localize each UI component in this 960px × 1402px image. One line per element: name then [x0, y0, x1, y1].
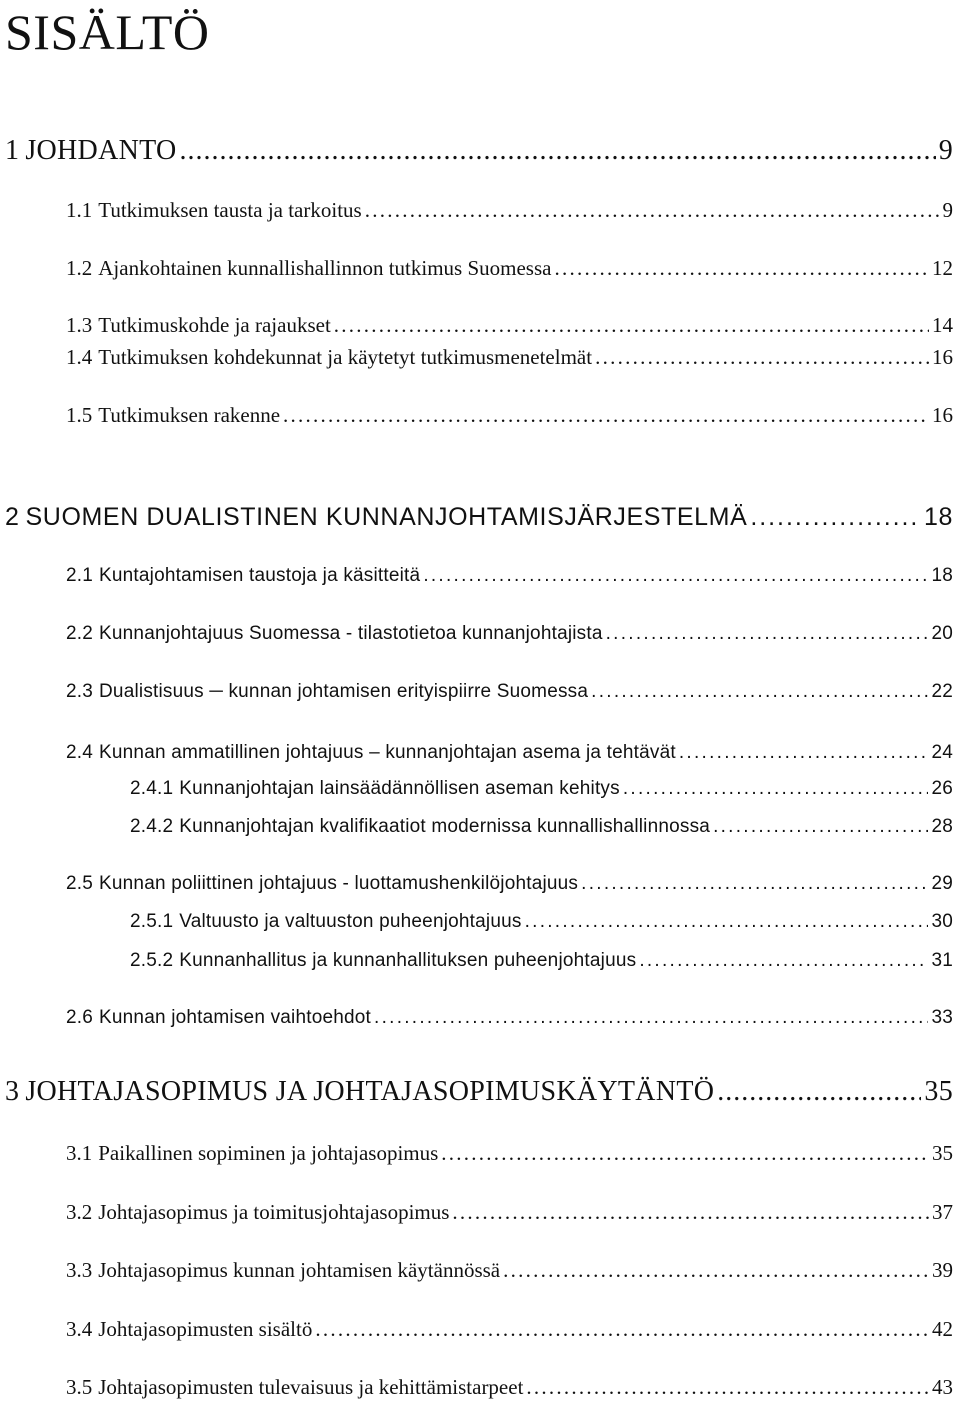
toc-entry-subsection-2-4-2[interactable]: [130, 812, 953, 842]
toc-page-number: 28: [931, 816, 953, 837]
toc-number: 2.6: [66, 1007, 94, 1028]
toc-number: 3.2: [66, 1200, 93, 1224]
toc-entry-section-2-3[interactable]: [66, 677, 953, 707]
toc-title: Kunnanhallitus ja kunnanhallituksen puheenjohtajuus: [179, 950, 637, 971]
toc-entry-chapter-2[interactable]: [5, 502, 953, 532]
toc-number: 1.5: [66, 403, 93, 427]
toc-leader-dots: [606, 619, 929, 649]
toc-leader-dots: [441, 1138, 929, 1168]
toc-number: 2.4.1: [130, 778, 174, 799]
toc-page-number: 14: [932, 313, 953, 337]
toc-entry-section-3-4[interactable]: [66, 1314, 953, 1344]
toc-entry-section-2-5[interactable]: [66, 869, 953, 899]
toc-title: Tutkimuksen kohdekunnat ja käytetyt tutkimusmenetelmät: [98, 345, 593, 369]
toc-entry-section-1-5[interactable]: [66, 400, 953, 430]
toc-page-number: 20: [931, 623, 953, 644]
toc-title: Kuntajohtamisen taustoja ja käsitteitä: [99, 565, 421, 586]
toc-leader-dots: [591, 677, 928, 707]
toc-leader-dots: [623, 774, 929, 804]
toc-number: 1.3: [66, 313, 93, 337]
toc-entry-section-2-2[interactable]: [66, 619, 953, 649]
toc-entry-subsection-2-5-1[interactable]: [130, 907, 953, 937]
toc-page-number: 16: [932, 345, 953, 369]
toc-leader-dots: [452, 1197, 929, 1227]
toc-entry-section-2-6[interactable]: [66, 1003, 953, 1033]
toc-title: Kunnan ammatillinen johtajuus – kunnanjohtajan asema ja tehtävät: [99, 742, 676, 763]
toc-page-number: 30: [931, 911, 953, 932]
toc-page-number: 35: [932, 1141, 953, 1165]
toc-title: Tutkimuksen rakenne: [98, 403, 281, 427]
toc-title: Kunnan johtamisen vaihtoehdot: [99, 1007, 372, 1028]
toc-leader-dots: [525, 907, 929, 937]
toc-number: 3: [5, 1076, 20, 1107]
toc-number: 2.2: [66, 623, 94, 644]
toc-page-number: 9: [942, 198, 953, 222]
toc-page-number: 24: [931, 742, 953, 763]
toc-entry-subsection-2-5-2[interactable]: [130, 946, 953, 976]
toc-page-number: 31: [931, 950, 953, 971]
toc-page-number: 43: [932, 1375, 953, 1399]
toc-leader-dots: [374, 1003, 928, 1033]
toc-title: Dualistisuus ─ kunnan johtamisen erityispiirre Suomessa: [99, 681, 589, 702]
toc-number: 2: [5, 503, 20, 531]
toc-page-number: 16: [932, 403, 953, 427]
toc-number: 2.3: [66, 681, 94, 702]
toc-number: 2.1: [66, 565, 94, 586]
toc-leader-dots: [365, 195, 940, 225]
toc-entry-section-3-5[interactable]: [66, 1372, 953, 1402]
toc-number: 2.5: [66, 873, 94, 894]
toc-title: Tutkimuksen tausta ja tarkoitus: [98, 198, 362, 222]
toc-entry-section-1-1[interactable]: [66, 195, 953, 225]
toc-page-number: 37: [932, 1200, 953, 1224]
toc-number: 2.5.2: [130, 950, 174, 971]
toc-title: Kunnanjohtajan lainsäädännöllisen aseman kehitys: [179, 778, 620, 799]
toc-title: SUOMEN DUALISTINEN KUNNANJOHTAMISJÄRJESTELMÄ: [25, 503, 748, 531]
toc-entry-section-3-1[interactable]: [66, 1138, 953, 1168]
toc-entry-section-3-2[interactable]: [66, 1197, 953, 1227]
toc-title: Tutkimuskohde ja rajaukset: [98, 313, 331, 337]
toc-entry-section-1-4[interactable]: [66, 342, 953, 372]
toc-page-number: 18: [931, 565, 953, 586]
toc-page-number: 18: [923, 503, 953, 531]
toc-number: 2.5.1: [130, 911, 174, 932]
toc-title: Kunnanjohtajan kvalifikaatiot modernissa kunnallishallinnossa: [179, 816, 711, 837]
toc-page-number: 33: [931, 1007, 953, 1028]
toc-leader-dots: [554, 253, 929, 283]
toc-leader-dots: [283, 400, 929, 430]
toc-number: 1: [5, 135, 20, 166]
toc-leader-dots: [503, 1255, 929, 1285]
toc-number: 3.3: [66, 1258, 93, 1282]
toc-leader-dots: [180, 136, 936, 166]
toc-number: 3.1: [66, 1141, 93, 1165]
toc-number: 2.4.2: [130, 816, 174, 837]
toc-leader-dots: [526, 1372, 929, 1402]
page-title: SISÄLTÖ: [5, 4, 210, 60]
toc-title: Ajankohtainen kunnallishallinnon tutkimus Suomessa: [98, 256, 552, 280]
toc-page-number: 26: [931, 778, 953, 799]
toc-page-number: 12: [932, 256, 953, 280]
toc-number: 2.4: [66, 742, 94, 763]
toc-title: Kunnan poliittinen johtajuus - luottamushenkilöjohtajuus: [99, 873, 579, 894]
toc-title: Johtajasopimusten sisältö: [98, 1317, 313, 1341]
toc-entry-section-2-4[interactable]: [66, 738, 953, 768]
toc-title: JOHDANTO: [25, 135, 177, 166]
toc-leader-dots: [334, 310, 929, 340]
toc-entry-section-1-2[interactable]: [66, 253, 953, 283]
toc-title: Johtajasopimus ja toimitusjohtajasopimus: [98, 1200, 450, 1224]
toc-number: 3.4: [66, 1317, 93, 1341]
toc-leader-dots: [315, 1314, 929, 1344]
toc-leader-dots: [750, 502, 921, 532]
toc-page-number: 9: [938, 135, 953, 166]
toc-title: Paikallinen sopiminen ja johtajasopimus: [98, 1141, 439, 1165]
toc-number: 3.5: [66, 1375, 93, 1399]
toc-entry-section-2-1[interactable]: [66, 561, 953, 591]
toc-leader-dots: [581, 869, 928, 899]
toc-page-number: 42: [932, 1317, 953, 1341]
toc-title: JOHTAJASOPIMUS JA JOHTAJASOPIMUSKÄYTÄNTÖ: [25, 1076, 715, 1107]
toc-entry-chapter-3[interactable]: [5, 1077, 953, 1107]
toc-page-number: 35: [924, 1076, 953, 1107]
toc-leader-dots: [713, 812, 928, 842]
toc-page-number: 29: [931, 873, 953, 894]
toc-number: 1.4: [66, 345, 93, 369]
toc-title: Kunnanjohtajuus Suomessa - tilastotietoa kunnanjohtajista: [99, 623, 603, 644]
toc-title: Valtuusto ja valtuuston puheenjohtajuus: [179, 911, 522, 932]
toc-title: Johtajasopimus kunnan johtamisen käytännössä: [98, 1258, 501, 1282]
toc-number: 1.1: [66, 198, 93, 222]
toc-number: 1.2: [66, 256, 93, 280]
toc-leader-dots: [595, 342, 929, 372]
toc-leader-dots: [639, 946, 928, 976]
toc-leader-dots: [717, 1077, 921, 1107]
toc-entry-subsection-2-4-1[interactable]: [130, 774, 953, 804]
toc-leader-dots: [679, 738, 929, 768]
toc-entry-section-3-3[interactable]: [66, 1255, 953, 1285]
toc-entry-chapter-1[interactable]: [5, 136, 953, 166]
toc-page-number: 39: [932, 1258, 953, 1282]
toc-title: Johtajasopimusten tulevaisuus ja kehittämistarpeet: [98, 1375, 524, 1399]
toc-leader-dots: [423, 561, 928, 591]
toc-entry-section-1-3[interactable]: [66, 310, 953, 340]
toc-page-number: 22: [931, 681, 953, 702]
